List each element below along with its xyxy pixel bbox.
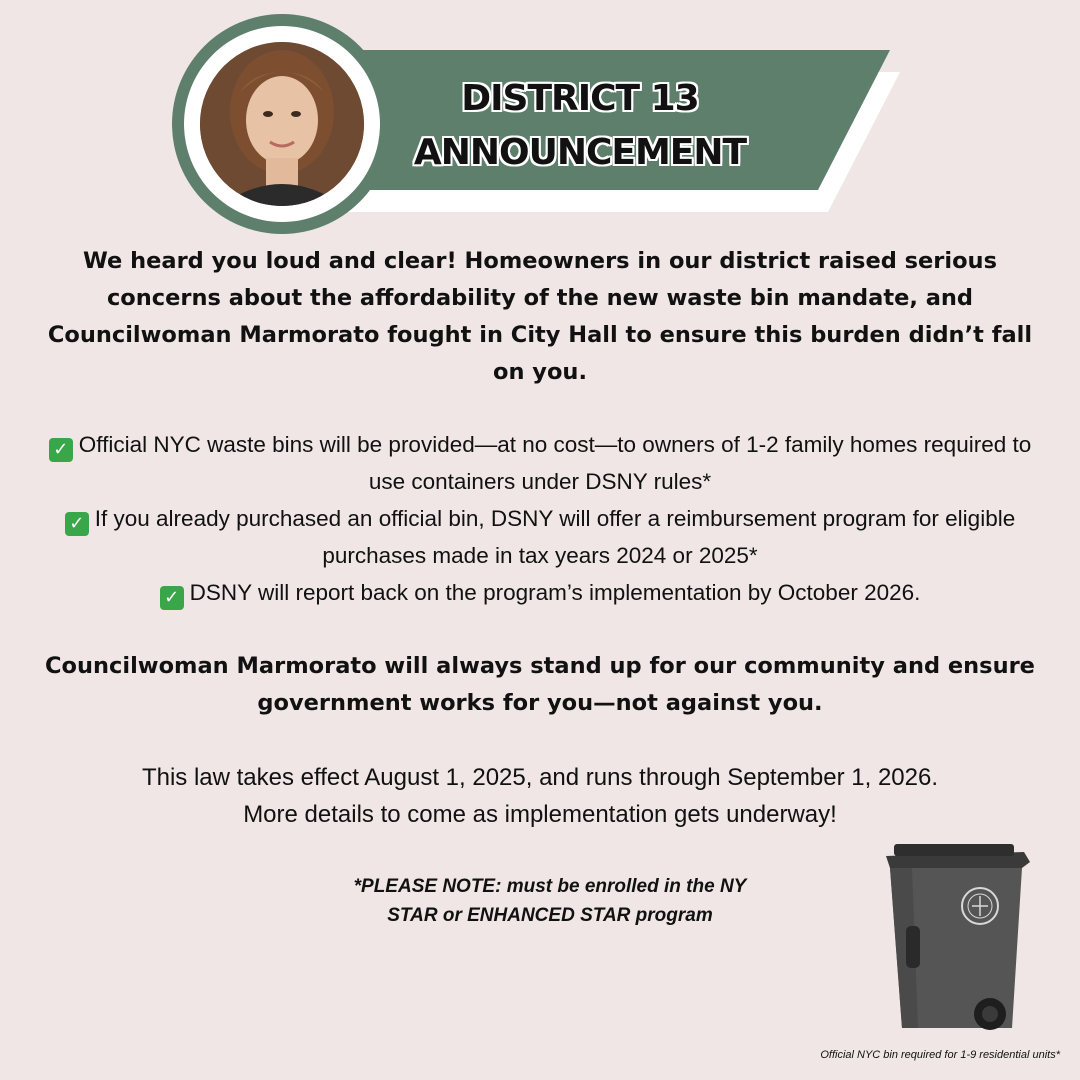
note-line-1: *PLEASE NOTE: must be enrolled in the NY [353, 876, 747, 897]
title-line-2: ANNOUNCEMENT [413, 132, 747, 173]
lead-paragraph: We heard you loud and clear! Homeowners in our district raised serious concerns about the affordability of the new waste bin mandate, and Councilwoman Marmorato fought in City Hall to ensure this burden didn’t fall on you. [47, 248, 1033, 385]
waste-bin-image [872, 838, 1037, 1043]
bin-caption: Official NYC bin required for 1-9 residential units* [820, 1049, 1060, 1061]
effective-line-1: This law takes effect August 1, 2025, and runs through September 1, 2026. [141, 764, 939, 791]
bullet-text: DSNY will report back on the program’s implementation by October 2026. [189, 580, 921, 605]
note-line-2: STAR or ENHANCED STAR program [387, 905, 713, 926]
effective-dates [40, 759, 1040, 833]
closing-statement: Councilwoman Marmorato will always stand up for our community and ensure government works for you—not against you. [45, 653, 1035, 716]
check-mark-icon: ✓ [65, 512, 89, 536]
list-item [30, 574, 1050, 611]
bullet-text: Official NYC waste bins will be provided—at no cost—to owners of 1-2 family homes required to use containers under DSNY rules* [78, 432, 1032, 494]
check-mark-icon: ✓ [160, 586, 184, 610]
avatar-border [184, 26, 380, 222]
portrait-illustration [200, 42, 364, 206]
page-title [380, 72, 780, 180]
bullet-text: If you already purchased an official bin, DSNY will offer a reimbursement program for eligible purchases made in tax years 2024 or 2025* [94, 506, 1016, 568]
avatar [200, 42, 364, 206]
header-banner [0, 0, 1080, 240]
avatar-frame [172, 14, 392, 234]
list-item [30, 426, 1050, 500]
title-line-1: DISTRICT 13 [461, 78, 699, 119]
effective-line-2: More details to come as implementation gets underway! [243, 801, 837, 828]
list-item [30, 500, 1050, 574]
check-mark-icon: ✓ [49, 438, 73, 462]
eligibility-note [290, 872, 810, 930]
bullet-list [30, 426, 1050, 611]
